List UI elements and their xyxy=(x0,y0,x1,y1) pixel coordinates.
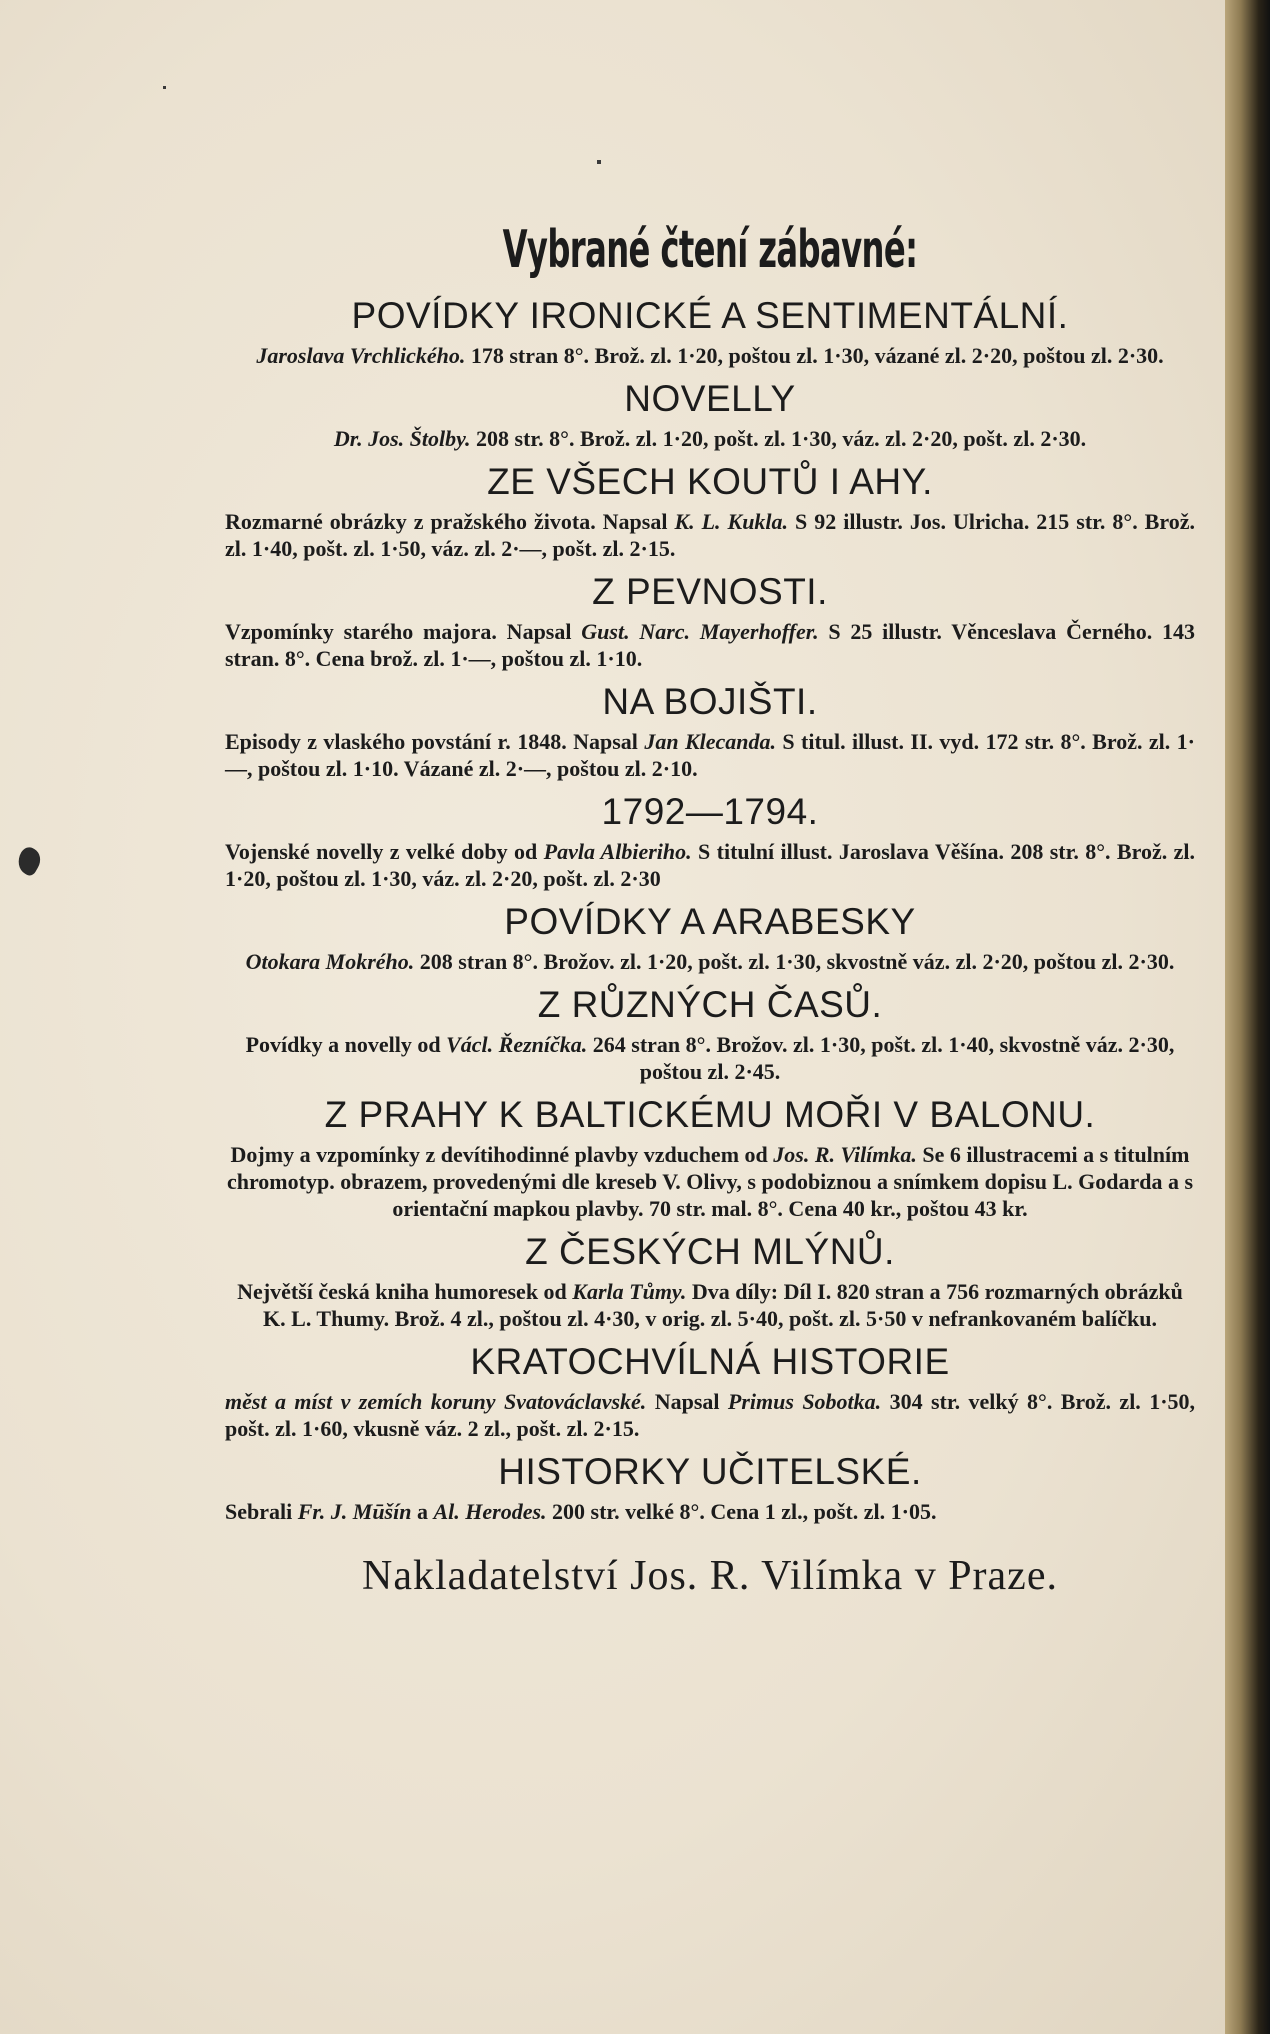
entry-title: NOVELLY xyxy=(624,378,796,419)
entry-details: Dva díly: Díl I. 820 stran a 756 rozmarných obrázků K. L. Thumy. Brož. 4 zl., poštou zl. 4·30, v orig. zl. 5·40, pošt. zl. 5·50 v nefrankovaném balíčku. xyxy=(263,1279,1183,1331)
entry-author: Jan Klecanda. xyxy=(644,729,776,754)
entry-desc xyxy=(225,618,1195,672)
entry-details: 208 stran 8°. Brožov. zl. 1·20, pošt. zl. 1·30, skvostně váz. zl. 2·20, poštou zl. 2·30. xyxy=(419,949,1175,974)
entry-author: Pavla Albieriho. xyxy=(543,839,692,864)
entry-details: S titul. illust. II. vyd. 172 str. 8°. Brož. zl. 1·—, poštou zl. 1·10. Vázané zl. 2·—, poštou zl. 2·10. xyxy=(225,729,1196,781)
entry-details: 264 stran 8°. Brožov. zl. 1·30, pošt. zl. 1·40, skvostně váz. 2·30, poštou zl. 2·45. xyxy=(592,1032,1175,1084)
entry-subtitle: měst a míst v zemích koruny Svatováclavské. xyxy=(225,1389,647,1414)
advert-content xyxy=(225,220,1195,1601)
page-heading: Vybrané čtení zábavné: xyxy=(502,220,918,280)
entry-list xyxy=(225,294,1195,1525)
entry-title: KRATOCHVÍLNÁ HISTORIE xyxy=(470,1341,950,1382)
entry-title: POVÍDKY A ARABESKY xyxy=(504,901,916,942)
entry xyxy=(225,1340,1195,1442)
entry xyxy=(225,294,1195,369)
entry xyxy=(225,377,1195,452)
publisher-imprint: Nakladatelství Jos. R. Vilímka v Praze. xyxy=(362,1553,1058,1599)
entry-author: Václ. Řezníčka. xyxy=(446,1032,588,1057)
entry xyxy=(225,790,1195,892)
entry-intro: Vzpomínky starého majora. Napsal xyxy=(225,619,572,644)
entry xyxy=(225,1093,1195,1222)
entry-desc xyxy=(225,425,1195,452)
entry-title: Z ČESKÝCH MLÝNŮ. xyxy=(525,1231,895,1272)
entry-desc xyxy=(225,1031,1195,1085)
entry xyxy=(225,460,1195,562)
ink-smudge xyxy=(13,844,45,878)
entry-desc xyxy=(225,1388,1195,1442)
entry-desc xyxy=(225,1141,1195,1222)
entry-intro: Episody z vlaského povstání r. 1848. Napsal xyxy=(225,729,638,754)
entry-details: 304 str. velký 8°. Brož. zl. 1·50, pošt. zl. 1·60, vkusně váz. 2 zl., pošt. zl. 2·15. xyxy=(225,1389,1196,1441)
ink-speck xyxy=(163,86,166,89)
entry-author: Karla Tůmy. xyxy=(572,1279,687,1304)
entry xyxy=(225,900,1195,975)
entry-title: Z PEVNOSTI. xyxy=(592,571,828,612)
ink-speck xyxy=(597,160,601,164)
entry-desc xyxy=(225,838,1195,892)
entry-desc xyxy=(225,342,1195,369)
entry-author: Dr. Jos. Štolby. xyxy=(333,426,471,451)
entry-title: NA BOJIŠTI. xyxy=(602,681,818,722)
entry xyxy=(225,680,1195,782)
entry-desc xyxy=(225,1278,1195,1332)
entry-intro: Sebrali xyxy=(225,1499,293,1524)
entry xyxy=(225,570,1195,672)
entry-author: Fr. J. Mūšín xyxy=(297,1499,412,1524)
entry-author-second: Al. Herodes. xyxy=(433,1499,547,1524)
entry-details: 200 str. velké 8°. Cena 1 zl., pošt. zl. 1·05. xyxy=(552,1499,937,1524)
entry xyxy=(225,983,1195,1085)
entry-intro: Napsal xyxy=(654,1389,720,1414)
entry-author: Jaroslava Vrchlického. xyxy=(256,343,466,368)
entry-details: 178 stran 8°. Brož. zl. 1·20, poštou zl. 1·30, vázané zl. 2·20, poštou zl. 2·30. xyxy=(470,343,1164,368)
entry-title: POVÍDKY IRONICKÉ A SENTIMENTÁLNÍ. xyxy=(351,295,1069,336)
entry-details: S titulní illust. Jaroslava Věšína. 208 str. 8°. Brož. zl. 1·20, poštou zl. 1·30, váz. zl. 2·20, pošt. zl. 2·30 xyxy=(225,839,1196,891)
entry-author: Gust. Narc. Mayerhoffer. xyxy=(581,619,819,644)
entry xyxy=(225,1450,1195,1525)
entry-intro: Dojmy a vzpomínky z devítihodinné plavby vzduchem od xyxy=(230,1142,768,1167)
entry-intro: Vojenské novelly z velké doby od xyxy=(225,839,538,864)
entry-details: S 92 illustr. Jos. Ulricha. 215 str. 8°. Brož. zl. 1·40, pošt. zl. 1·50, váz. zl. 2·—, pošt. zl. 2·15. xyxy=(225,509,1195,561)
entry-desc xyxy=(225,508,1195,562)
book-spine-edge xyxy=(1225,0,1270,2034)
entry-title: 1792—1794. xyxy=(601,791,819,832)
entry-title: Z RŮZNÝCH ČASŮ. xyxy=(537,984,883,1025)
entry-details: S 25 illustr. Věnceslava Černého. 143 stran. 8°. Cena brož. zl. 1·—, poštou zl. 1·10. xyxy=(225,619,1196,671)
entry-intro: Povídky a novelly od xyxy=(245,1032,441,1057)
entry-title: ZE VŠECH KOUTŮ I AHY. xyxy=(487,461,933,502)
entry-author: Jos. R. Vilímka. xyxy=(773,1142,917,1167)
entry-title: Z PRAHY K BALTICKÉMU MOŘI V BALONU. xyxy=(324,1094,1096,1135)
entry-intro: Největší česká kniha humoresek od xyxy=(237,1279,567,1304)
entry-desc xyxy=(225,728,1195,782)
entry-details: 208 str. 8°. Brož. zl. 1·20, pošt. zl. 1·30, váz. zl. 2·20, pošt. zl. 2·30. xyxy=(476,426,1087,451)
entry xyxy=(225,1230,1195,1332)
entry-author: K. L. Kukla. xyxy=(674,509,789,534)
entry-details: Se 6 illustracemi a s titulním chromotyp. obrazem, provedenými dle kreseb V. Olivy, s podobiznou a snímkem dopisu L. Godarda a s orientační mapkou plavby. 70 str. mal. 8°. Cena 40 kr., poštou 43 kr. xyxy=(226,1142,1194,1221)
entry-desc xyxy=(225,1498,1195,1525)
entry-desc xyxy=(225,948,1195,975)
entry-intro: Rozmarné obrázky z pražského života. Napsal xyxy=(225,509,668,534)
entry-author: Primus Sobotka. xyxy=(727,1389,882,1414)
entry-author: Otokara Mokrého. xyxy=(245,949,415,974)
entry-conjunction: a xyxy=(416,1499,428,1524)
entry-title: HISTORKY UČITELSKÉ. xyxy=(498,1451,922,1492)
